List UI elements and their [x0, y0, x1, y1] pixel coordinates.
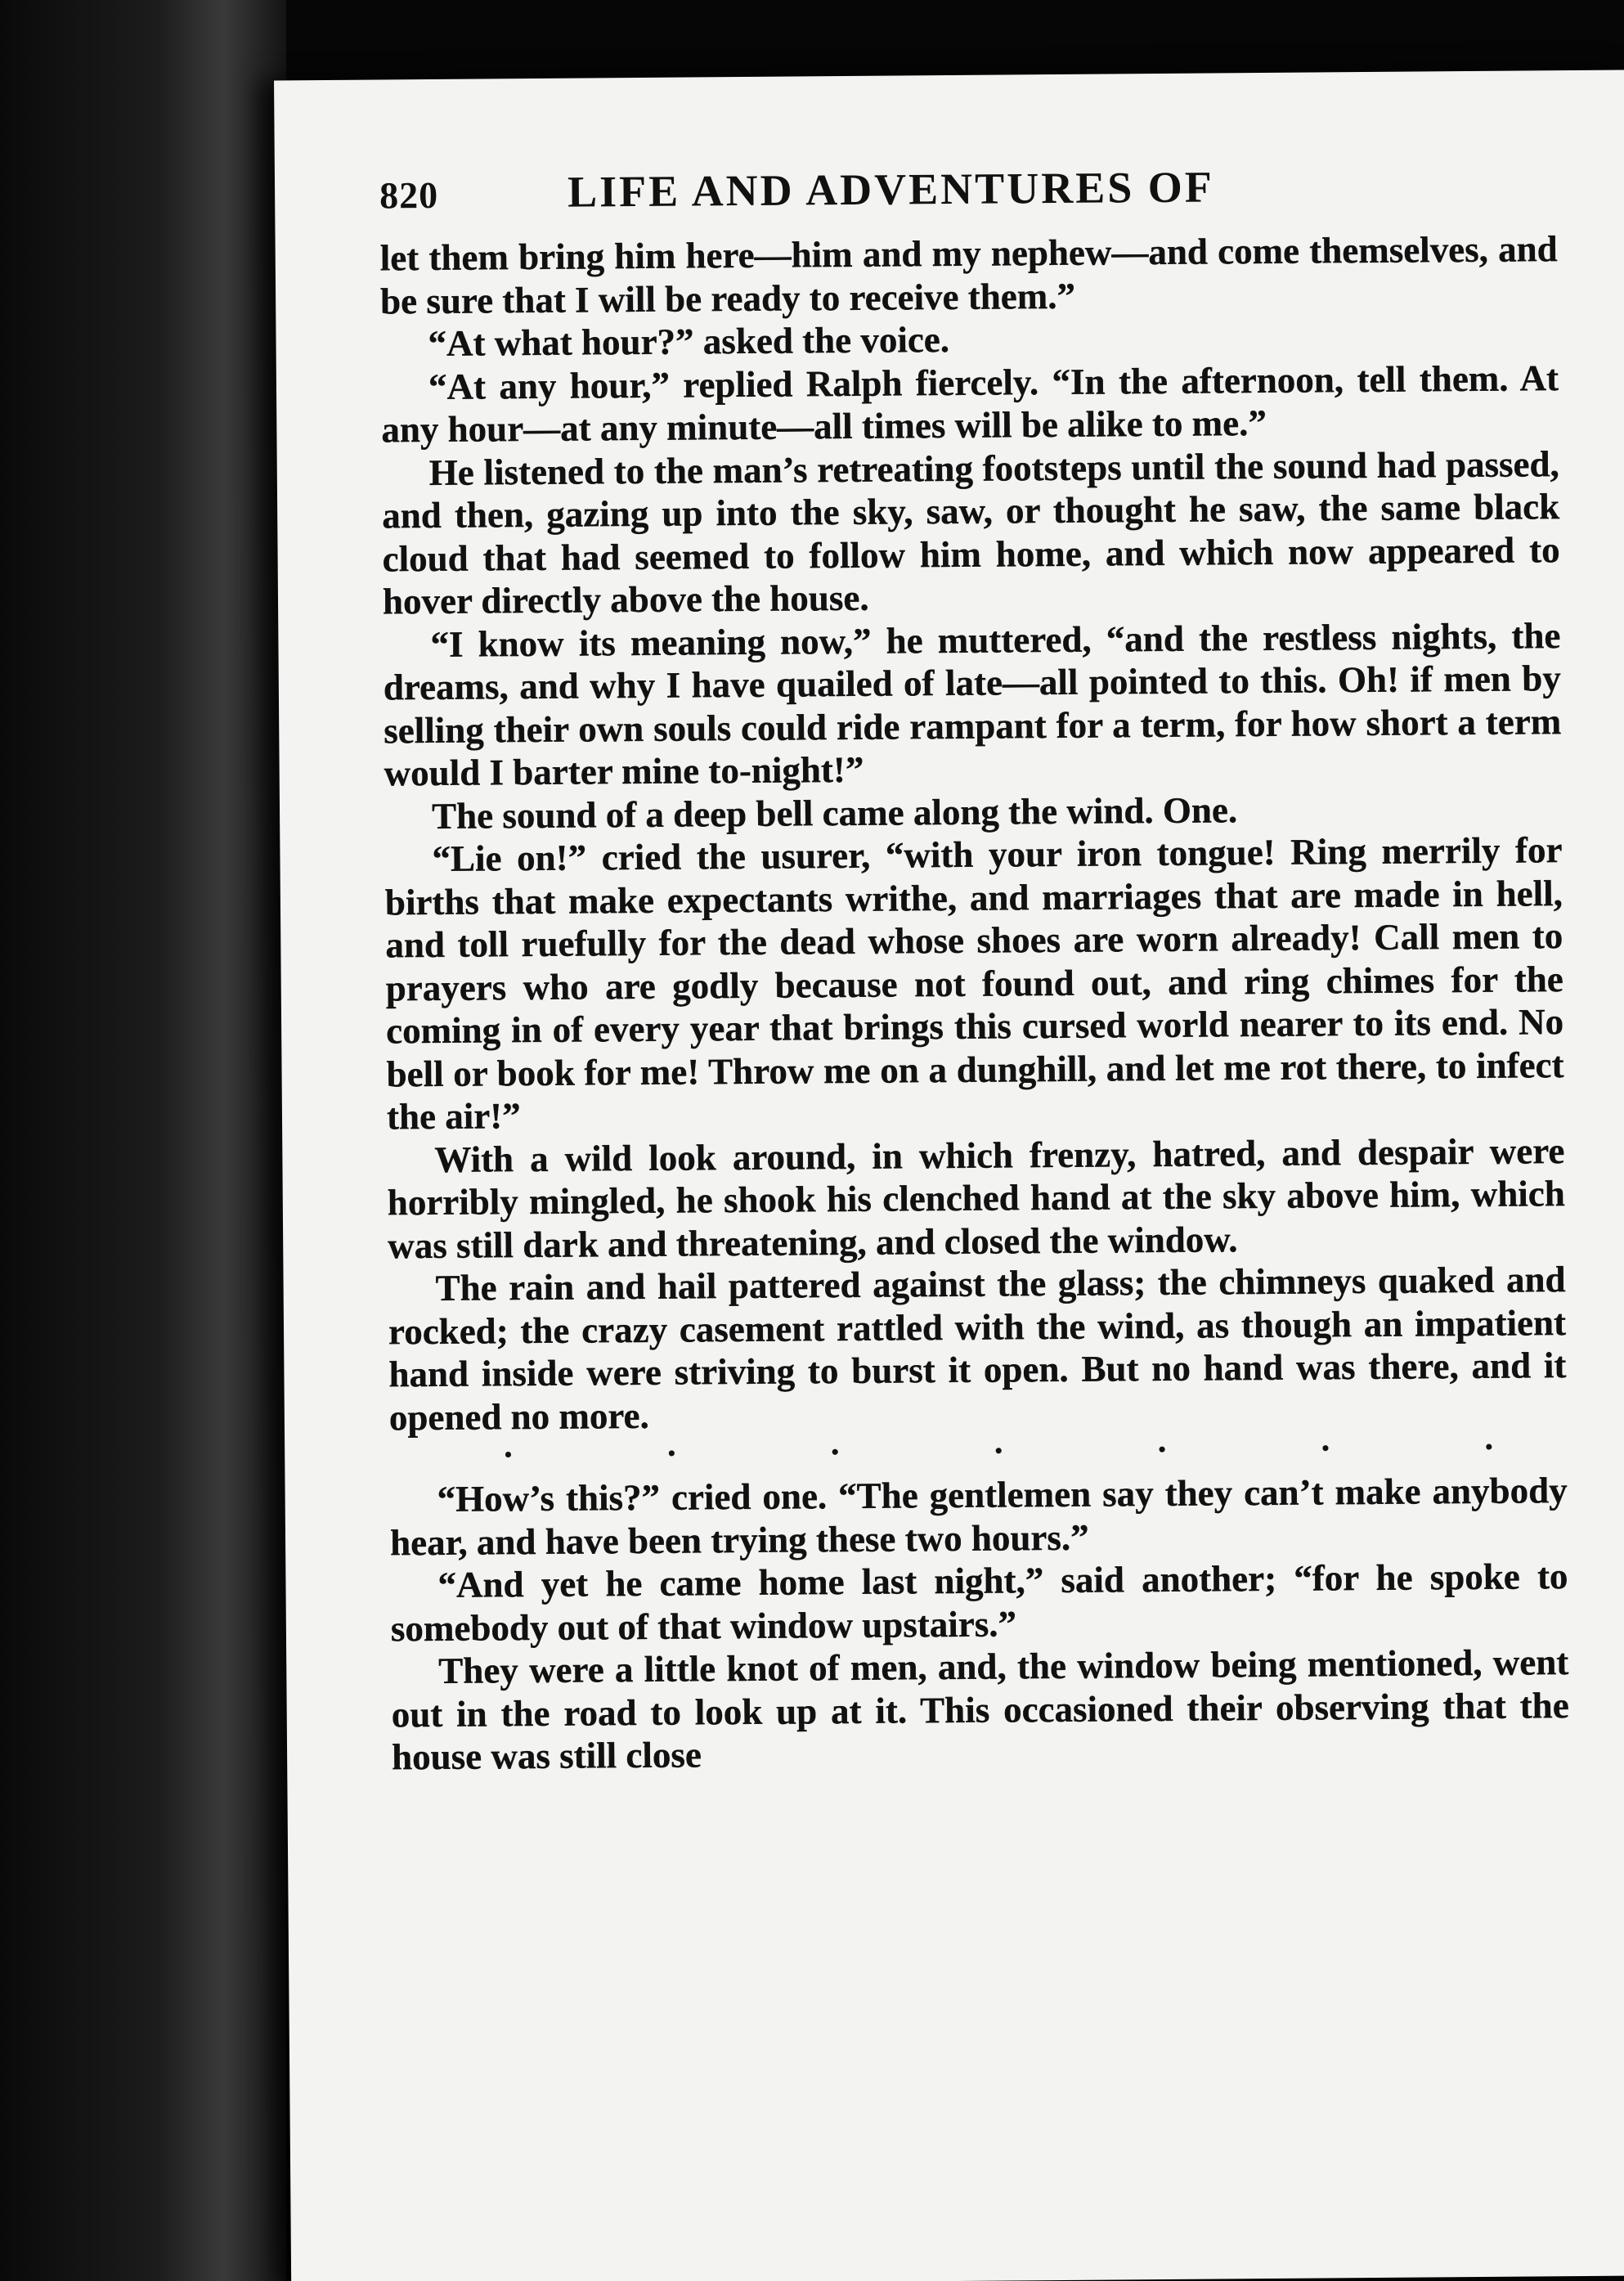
- paragraph: “Lie on!” cried the usurer, “with your iron tongue! Ring merrily for births that make expectants writhe, and marriages that are made in hell, and toll ruefully for the dead whose shoes are worn already! Call men to prayers who are godly because not found out, and ring chimes for the coming in of every year that brings this cursed world nearer to its end. No bell or book for me! Throw me on a dunghill, and let me rot there, to infect the air!”: [384, 829, 1564, 1138]
- section-dot: .: [994, 1423, 1003, 1462]
- paragraph: “I know its meaning now,” he muttered, “and the restless nights, the dreams, and why I have quailed of late—all pointed to this. Oh! if men by selling their own souls could ride rampant for a term, for how short a term would I barter mine to-night!”: [383, 614, 1562, 794]
- paragraph: “At any hour,” replied Ralph fiercely. “In the afternoon, tell them. At any hour—at any minute—all times will be alike to me.”: [381, 357, 1559, 451]
- section-dot: .: [1157, 1421, 1167, 1461]
- section-dot: .: [1321, 1421, 1330, 1459]
- paragraph: “How’s this?” cried one. “The gentlemen say they can’t make anybody hear, and have been trying these two hours.”: [389, 1470, 1568, 1563]
- paragraph: The rain and hail pattered against the glass; the chimneys quaked and rocked; the crazy casement rattled with the wind, as though an impatient hand inside were striving to burst it open. But no hand was there, and it opened no more.: [388, 1259, 1567, 1438]
- section-dot: .: [1484, 1419, 1494, 1457]
- paragraph: The sound of a deep bell came along the wind. One.: [431, 788, 1238, 837]
- section-dot: .: [666, 1426, 676, 1464]
- page-number: 820: [379, 173, 439, 217]
- paragraph: let them bring him here—him and my nephew—and come themselves, and be sure that I will be ready to receive them.”: [379, 228, 1558, 321]
- paragraph: “At what hour?” asked the voice.: [428, 319, 950, 365]
- running-title: LIFE AND ADVENTURES OF: [567, 162, 1214, 217]
- page-content: [379, 159, 1569, 1779]
- book-page: [274, 70, 1624, 2281]
- running-head: [379, 159, 1558, 233]
- paragraph: “And yet he came home last night,” said another; “for he spoke to somebody out of that window upstairs.”: [390, 1556, 1568, 1649]
- section-dot: .: [830, 1425, 840, 1463]
- paragraph: With a wild look around, in which frenzy, hatred, and despair were horribly mingled, he shook his clenched hand at the sky above him, which was still dark and threatening, and closed the window.: [387, 1129, 1565, 1266]
- body-text: [380, 227, 1570, 1779]
- section-dot: .: [503, 1427, 513, 1466]
- book-binding-edge: [0, 0, 286, 2281]
- paragraph: They were a little knot of men, and, the window being mentioned, went out in the road to look up at it. This occasioned their observing that the house was still close: [391, 1641, 1569, 1778]
- paragraph: He listened to the man’s retreating footsteps until the sound had passed, and then, gazing up into the sky, saw, or thought he saw, the same black cloud that had seemed to follow him home, and which now appeared to hover directly above the house.: [382, 442, 1560, 622]
